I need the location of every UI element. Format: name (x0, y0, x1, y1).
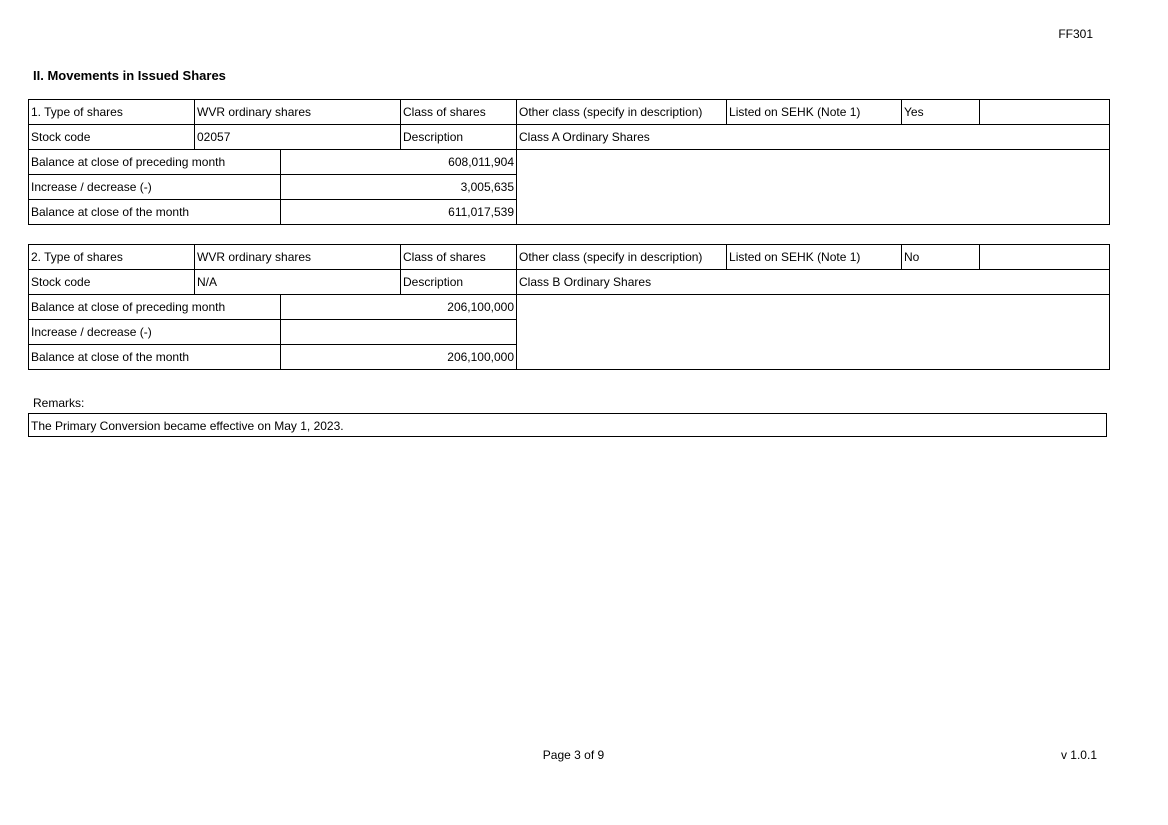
description-label: Description (401, 270, 517, 295)
class-label: Class of shares (401, 100, 517, 125)
balance-value: 206,100,000 (281, 295, 517, 320)
balance-label: Balance at close of preceding month (29, 150, 281, 175)
stock-code-label: Stock code (29, 270, 195, 295)
balance-label: Balance at close of the month (29, 345, 281, 370)
balance-row (29, 150, 1110, 175)
balance-value: 611,017,539 (281, 200, 517, 225)
remarks-label: Remarks: (33, 396, 85, 410)
description-value: Class B Ordinary Shares (517, 270, 1110, 295)
stock-code-value: 02057 (195, 125, 401, 150)
type-value: WVR ordinary shares (195, 245, 401, 270)
balance-value (281, 320, 517, 345)
blank-area (517, 150, 1110, 225)
remarks-text: The Primary Conversion became effective on May 1, 2023. (28, 413, 1107, 437)
balance-label: Increase / decrease (-) (29, 175, 281, 200)
listed-label: Listed on SEHK (Note 1) (727, 245, 902, 270)
listed-value: Yes (902, 100, 980, 125)
balance-label: Balance at close of preceding month (29, 295, 281, 320)
empty-cell (980, 100, 1110, 125)
class-value: Other class (specify in description) (517, 100, 727, 125)
type-value: WVR ordinary shares (195, 100, 401, 125)
type-label: 1. Type of shares (29, 100, 195, 125)
balance-row (29, 295, 1110, 320)
balance-value: 206,100,000 (281, 345, 517, 370)
class-value: Other class (specify in description) (517, 245, 727, 270)
listed-label: Listed on SEHK (Note 1) (727, 100, 902, 125)
page-number: Page 3 of 9 (542, 748, 605, 762)
version-label: v 1.0.1 (1060, 748, 1097, 762)
description-value: Class A Ordinary Shares (517, 125, 1110, 150)
stock-code-row (29, 270, 1110, 295)
balance-value: 608,011,904 (281, 150, 517, 175)
type-row (29, 100, 1110, 125)
blank-area (517, 295, 1110, 370)
section-title: II. Movements in Issued Shares (33, 68, 226, 83)
type-row (29, 245, 1110, 270)
stock-code-row (29, 125, 1110, 150)
type-label: 2. Type of shares (29, 245, 195, 270)
listed-value: No (902, 245, 980, 270)
share-table-1 (28, 99, 1110, 225)
balance-value: 3,005,635 (281, 175, 517, 200)
stock-code-value: N/A (195, 270, 401, 295)
balance-label: Increase / decrease (-) (29, 320, 281, 345)
empty-cell (980, 245, 1110, 270)
form-code: FF301 (1058, 27, 1093, 41)
balance-label: Balance at close of the month (29, 200, 281, 225)
description-label: Description (401, 125, 517, 150)
share-table-2 (28, 244, 1110, 370)
class-label: Class of shares (401, 245, 517, 270)
stock-code-label: Stock code (29, 125, 195, 150)
